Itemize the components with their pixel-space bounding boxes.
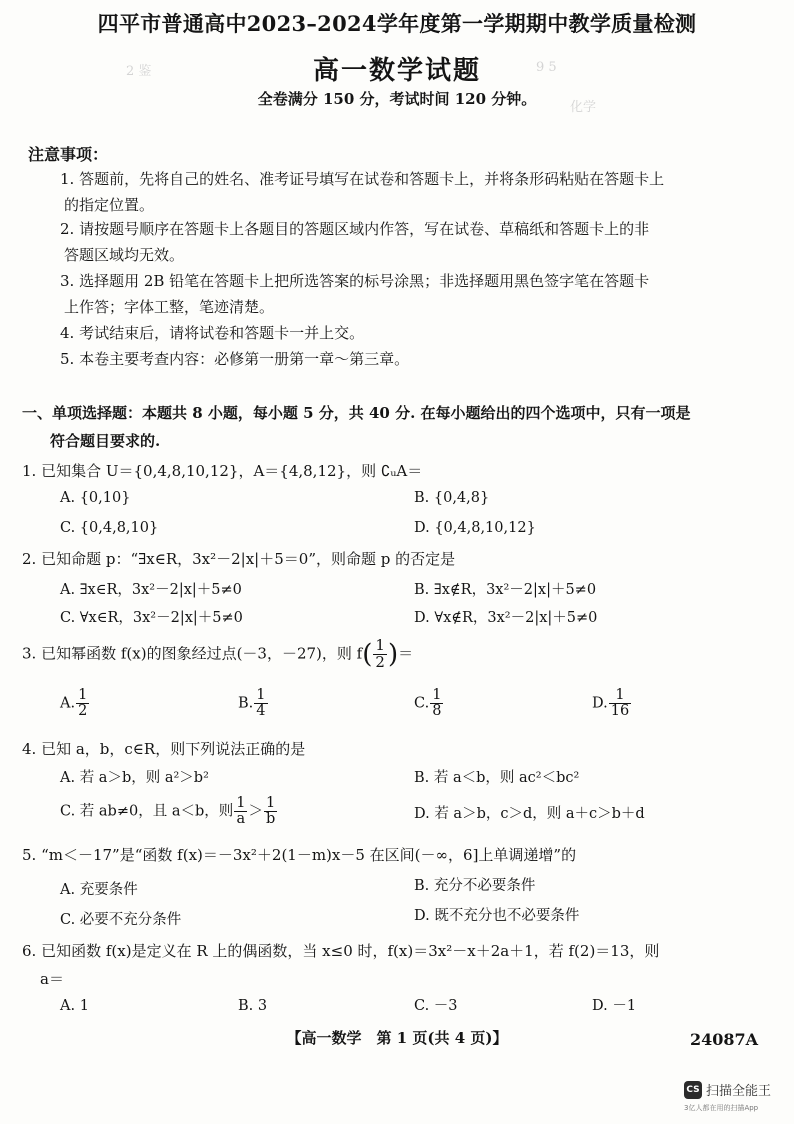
- q3-option-b: B. $\frac{1}{4}$: [238, 687, 266, 720]
- q5-option-c: C. 必要不充分条件: [60, 912, 182, 928]
- paper-code: 24087A: [690, 1030, 759, 1049]
- bleed-through-text: 2 鉴: [126, 64, 152, 79]
- note-line: 4. 考试结束后，请将试卷和答题卡一并上交。: [60, 324, 365, 342]
- q5-option-a: A. 充要条件: [60, 882, 138, 898]
- q5-option-b: B. 充分不必要条件: [414, 878, 536, 894]
- scanner-app-name: 扫描全能王: [706, 1084, 772, 1099]
- q2-option-b: B. ∃x∉R，3x²－2|x|＋5≠0: [414, 582, 597, 598]
- exam-info: 全卷满分 150 分，考试时间 120 分钟。: [257, 90, 537, 108]
- q4-option-a: A. 若 a＞b，则 a²＞b²: [60, 770, 209, 786]
- q1-option-a: A. {0,10}: [60, 490, 131, 506]
- q2-option-c: C. ∀x∈R，3x²－2|x|＋5≠0: [60, 610, 243, 626]
- note-line: 上作答；字体工整，笔迹清楚。: [64, 298, 275, 316]
- q6-option-a: A. 1: [60, 998, 89, 1014]
- note-line: 3. 选择题用 2B 铅笔在答题卡上把所选答案的标号涂黑；非选择题用黑色签字笔在答题卡: [60, 272, 650, 290]
- note-line: 1. 答题前，先将自己的姓名、准考证号填写在试卷和答题卡上，并将条形码粘贴在答题卡上: [60, 170, 665, 188]
- q2-stem: 2. 已知命题 p：“∃x∈R，3x²－2|x|＋5＝0”，则命题 p 的否定是: [22, 550, 456, 568]
- q2-option-a: A. ∃x∈R，3x²－2|x|＋5≠0: [60, 582, 242, 598]
- note-line: 5. 本卷主要考查内容：必修第一册第一章～第三章。: [60, 350, 410, 368]
- note-line: 的指定位置。: [64, 196, 155, 214]
- section-heading-cont: 符合题目要求的.: [50, 432, 161, 450]
- page-footer: 【高一数学 第 1 页(共 4 页)】: [286, 1029, 508, 1047]
- exam-header-title: 四平市普通高中2023–2024学年度第一学期期中教学质量检测: [97, 11, 697, 36]
- q4-stem: 4. 已知 a，b，c∈R，则下列说法正确的是: [22, 740, 306, 758]
- q6-stem: 6. 已知函数 f(x)是定义在 R 上的偶函数，当 x≤0 时，f(x)＝3x²－x＋2a＋1，若 f(2)＝13，则: [22, 942, 660, 960]
- bleed-through-text: 化学: [570, 100, 597, 115]
- q3-stem-text: 3. 已知幂函数 f(x)的图象经过点(－3，－27)，则 f: [22, 644, 363, 663]
- q3-stem: 3. 已知幂函数 f(x)的图象经过点(－3，－27)，则 f( $\frac{1}{2}$ )＝: [22, 636, 414, 671]
- note-line: 2. 请按题号顺序在答题卡上各题目的答题区域内作答，写在试卷、草稿纸和答题卡上的非: [60, 220, 650, 238]
- q1-option-d: D. {0,4,8,10,12}: [414, 520, 536, 536]
- q3-stem-fraction: $\frac{1}{2}$: [375, 636, 385, 671]
- scanner-tagline: 3亿人都在用的扫描App: [684, 1104, 759, 1112]
- bleed-through-text: 9 5: [536, 60, 557, 75]
- q3-option-d: D. $\frac{1}{16}$: [592, 687, 630, 720]
- camscanner-logo-icon: CS: [684, 1081, 702, 1099]
- q4-option-d: D. 若 a＞b，c＞d，则 a＋c＞b＋d: [414, 806, 645, 822]
- section-heading: 一、单项选择题：本题共 8 小题，每小题 5 分，共 40 分. 在每小题给出的四个选项中，只有一项是: [22, 404, 691, 422]
- q6-option-c: C. －3: [414, 998, 458, 1014]
- notes-heading: 注意事项：: [28, 145, 109, 164]
- q1-stem: 1. 已知集合 U＝{0,4,8,10,12}，A＝{4,8,12}，则 ∁ᵤA＝: [22, 462, 423, 480]
- q4-option-b: B. 若 a＜b，则 ac²＜bc²: [414, 770, 580, 786]
- note-line: 答题区域均无效。: [64, 246, 185, 264]
- q1-option-b: B. {0,4,8}: [414, 490, 490, 506]
- q6-option-d: D. －1: [592, 998, 637, 1014]
- q6-stem-cont: a＝: [40, 970, 64, 988]
- q5-stem: 5. “m＜－17”是“函数 f(x)＝－3x²＋2(1－m)x－5 在区间(－∞，6]上单调递增”的: [22, 846, 577, 864]
- subject-title: 高一数学试题: [312, 56, 481, 86]
- q6-option-b: B. 3: [238, 998, 268, 1014]
- q5-option-d: D. 既不充分也不必要条件: [414, 908, 580, 924]
- q3-option-a: A. $\frac{1}{2}$: [60, 687, 88, 720]
- q4-option-c: C. 若 ab≠0，且 a＜b，则 $\frac{1}{a}$ ＞ $\frac{1}{b}$: [60, 795, 276, 828]
- q2-option-d: D. ∀x∉R，3x²－2|x|＋5≠0: [414, 610, 598, 626]
- q3-option-c: C. $\frac{1}{8}$: [414, 687, 442, 720]
- q1-option-c: C. {0,4,8,10}: [60, 520, 159, 536]
